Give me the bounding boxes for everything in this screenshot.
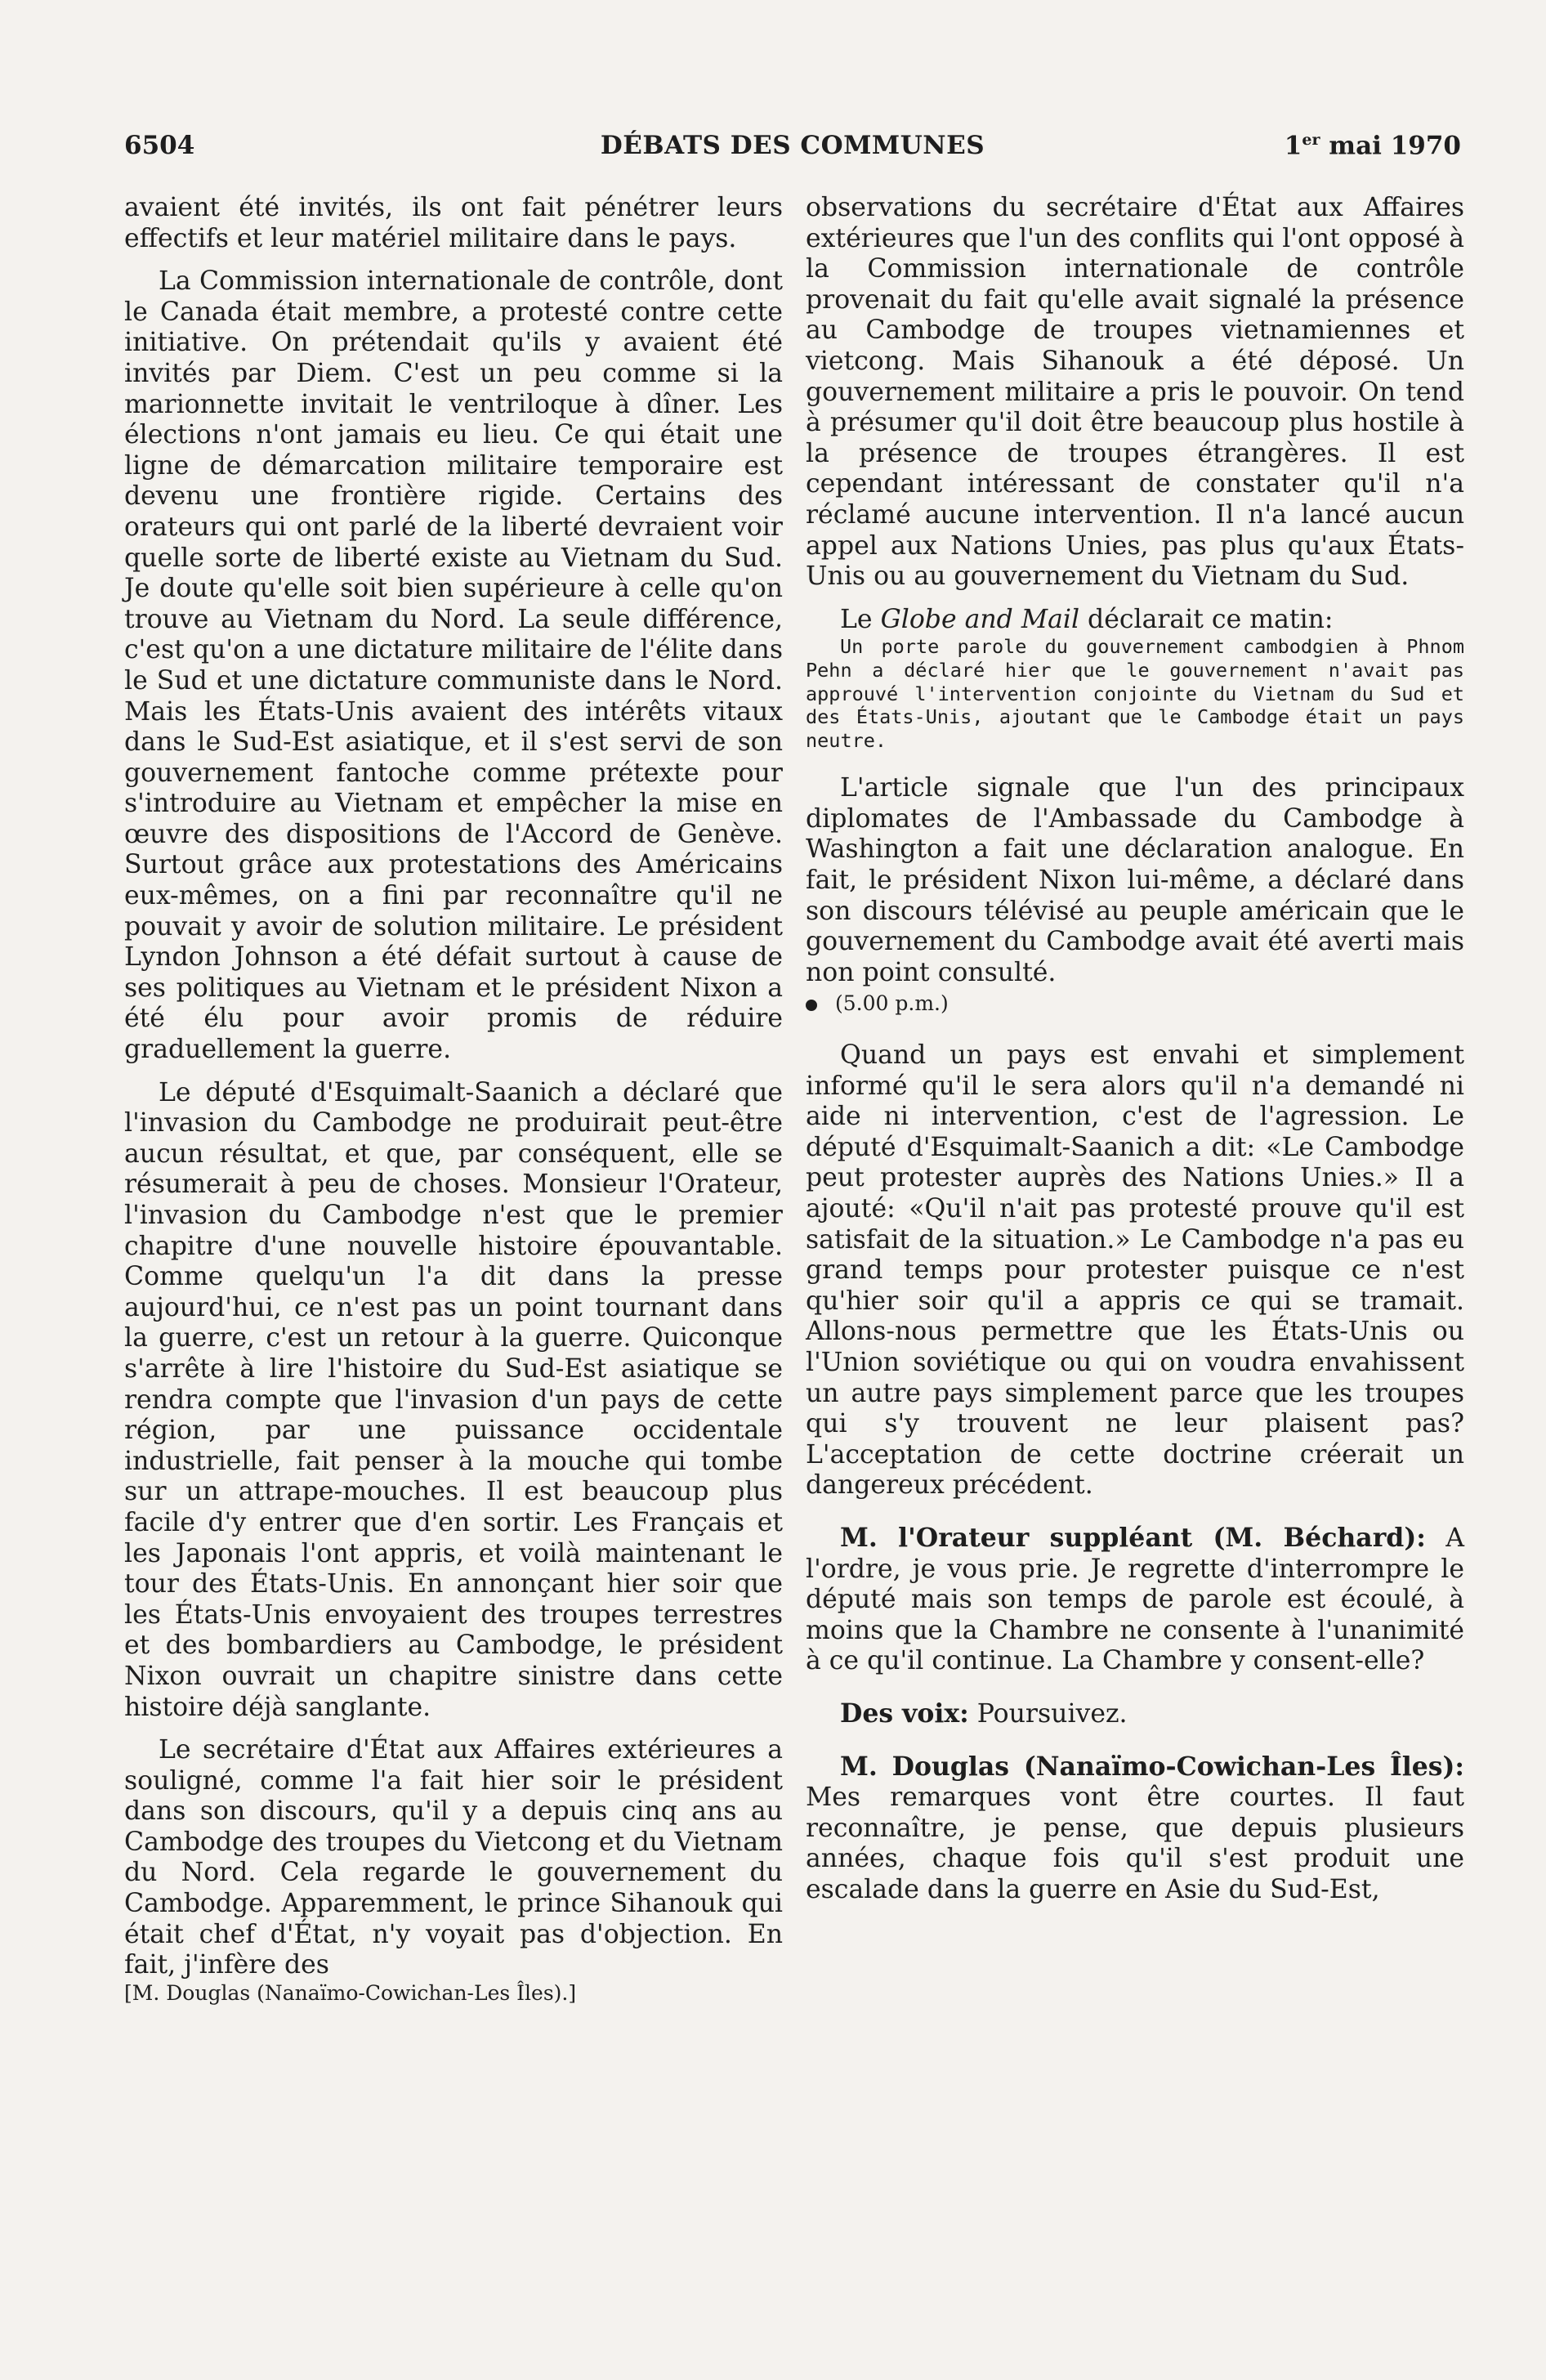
bullet-icon [806,1000,817,1011]
time-marker: (5.00 p.m.) [806,988,1464,1019]
speaker-name: M. Douglas (Nanaïmo-Cowichan-Les Îles): [840,1751,1464,1782]
paragraph: Le Globe and Mail déclarait ce matin: [840,604,1334,634]
left-column [124,193,783,2006]
page-header [124,131,1461,168]
page-number: 6504 [124,131,195,160]
paragraph: avaient été invités, ils ont fait pénétrer leurs effectifs et leur matériel militaire dans le pays. [124,193,783,253]
speaker-name: M. l'Orateur suppléant (M. Béchard): [840,1522,1426,1553]
paragraph: M. l'Orateur suppléant (M. Béchard): A l'ordre, je vous prie. Je regrette d'interrompre le député mais son temps de parole est écoulé, à moins que la Chambre ne consente à l'unanimité à ce qu'il continue. La Chambre y consent-elle? [806,1522,1464,1676]
paragraph: observations du secrétaire d'État aux Affaires extérieures que l'un des conflits qui l'ont opposé à la Commission internationale de contrôle provenait du fait qu'elle avait signalé la présence au Cambodge de troupes vietnamiennes et vietcong. Mais Sihanouk a été déposé. Un gouvernement militaire a pris le pouvoir. On tend à présumer qu'il doit être beaucoup plus hostile à la présence de troupes étrangères. Il est cependant intéressant de constater qu'il n'a réclamé aucune intervention. Il n'a lancé aucun appel aux Nations Unies, pas plus qu'aux États-Unis ou au gouvernement du Vietnam du Sud. [806,193,1464,592]
page-date: 1er mai 1970 [1284,131,1461,161]
speaker-name: Des voix: [840,1698,969,1729]
right-column [806,193,1464,1905]
newspaper-name: Globe and Mail [880,604,1080,634]
paragraph: L'article signale que l'un des principaux diplomates de l'Ambassade du Cambodge à Washington a fait une déclaration analogue. En fait, le président Nixon lui-même, a déclaré dans son discours télévisé au peuple américain que le gouvernement du Cambodge avait été averti mais non point consulté. [806,773,1464,987]
quotation: Un porte parole du gouvernement cambodgien à Phnom Pehn a déclaré hier que le gouvernement n'avait pas approuvé l'intervention conjointe du Vietnam du Sud et des États-Unis, ajoutant que le Cambodge était un pays neutre. [806,635,1464,752]
paragraph: Des voix: Poursuivez. [840,1698,1128,1729]
speaker-reference: [M. Douglas (Nanaïmo-Cowichan-Les Îles).] [124,1980,577,2005]
paragraph: Le député d'Esquimalt-Saanich a déclaré que l'invasion du Cambodge ne produirait peut-être aucun résultat, et que, par conséquent, elle se résumerait à peu de choses. Monsieur l'Orateur, l'invasion du Cambodge n'est que le premier chapitre d'une nouvelle histoire épouvantable. Comme quelqu'un l'a dit dans la presse aujourd'hui, ce n'est pas un point tournant dans la guerre, c'est un retour à la guerre. Quiconque s'arrête à lire l'histoire du Sud-Est asiatique se rendra compte que l'invasion d'un pays de cette région, par une puissance occidentale industrielle, fait penser à la mouche qui tombe sur un attrape-mouches. Il est beaucoup plus facile d'y entrer que d'en sortir. Les Français et les Japonais l'ont appris, et voilà maintenant le tour des États-Unis. En annonçant hier soir que les États-Unis envoyaient des troupes terrestres et des bombardiers au Cambodge, le président Nixon ouvrait un chapitre sinistre dans cette histoire déjà sanglante. [124,1077,783,1722]
publication-title: DÉBATS DES COMMUNES [600,131,985,160]
paragraph: Le secrétaire d'État aux Affaires extérieures a souligné, comme l'a fait hier soir le président dans son discours, qu'il y a depuis cinq ans au Cambodge des troupes du Vietcong et du Vietnam du Nord. Cela regarde le gouvernement du Cambodge. Apparemment, le prince Sihanouk qui était chef d'État, n'y voyait pas d'objection. En fait, j'infère des [124,1735,783,1980]
paragraph: M. Douglas (Nanaïmo-Cowichan-Les Îles): Mes remarques vont être courtes. Il faut reconnaître, je pense, que depuis plusieurs années, chaque fois qu'il s'est produit une escalade dans la guerre en Asie du Sud-Est, [806,1751,1464,1904]
paragraph: Quand un pays est envahi et simplement informé qu'il le sera alors qu'il n'a demandé ni aide ni intervention, c'est de l'agression. Le député d'Esquimalt-Saanich a dit: «Le Cambodge peut protester auprès des Nations Unies.» Il a ajouté: «Qu'il n'ait pas protesté prouve qu'il est satisfait de la situation.» Le Cambodge n'a pas eu grand temps pour protester puisque ce n'est qu'hier soir qu'il a appris ce qui se tramait. Allons-nous permettre que les États-Unis ou l'Union soviétique ou qui on voudra envahissent un autre pays simplement parce que les troupes qui s'y trouvent ne leur plaisent pas? L'acceptation de cette doctrine créerait un dangereux précédent. [806,1040,1464,1501]
paragraph: La Commission internationale de contrôle, dont le Canada était membre, a protesté contre cette initiative. On prétendait qu'ils y avaient été invités par Diem. C'est un peu comme si la marionnette invitait le ventriloque à dîner. Les élections n'ont jamais eu lieu. Ce qui était une ligne de démarcation militaire temporaire est devenu une frontière rigide. Certains des orateurs qui ont parlé de la liberté devraient voir quelle sorte de liberté existe au Vietnam du Sud. Je doute qu'elle soit bien supérieure à celle qu'on trouve au Vietnam du Nord. La seule différence, c'est qu'on a une dictature militaire de l'élite dans le Sud et une dictature communiste dans le Nord. Mais les États-Unis avaient des intérêts vitaux dans le Sud-Est asiatique, et il s'est servi de son gouvernement fantoche comme prétexte pour s'introduire au Vietnam et empêcher la mise en œuvre des dispositions de l'Accord de Genève. Surtout grâce aux protestations des Américains eux-mêmes, on a fini par reconnaître qu'il ne pouvait y avoir de solution militaire. Le président Lyndon Johnson a été défait surtout à cause de ses politiques au Vietnam et le président Nixon a été élu pour avoir promis de réduire graduellement la guerre. [124,266,783,1065]
